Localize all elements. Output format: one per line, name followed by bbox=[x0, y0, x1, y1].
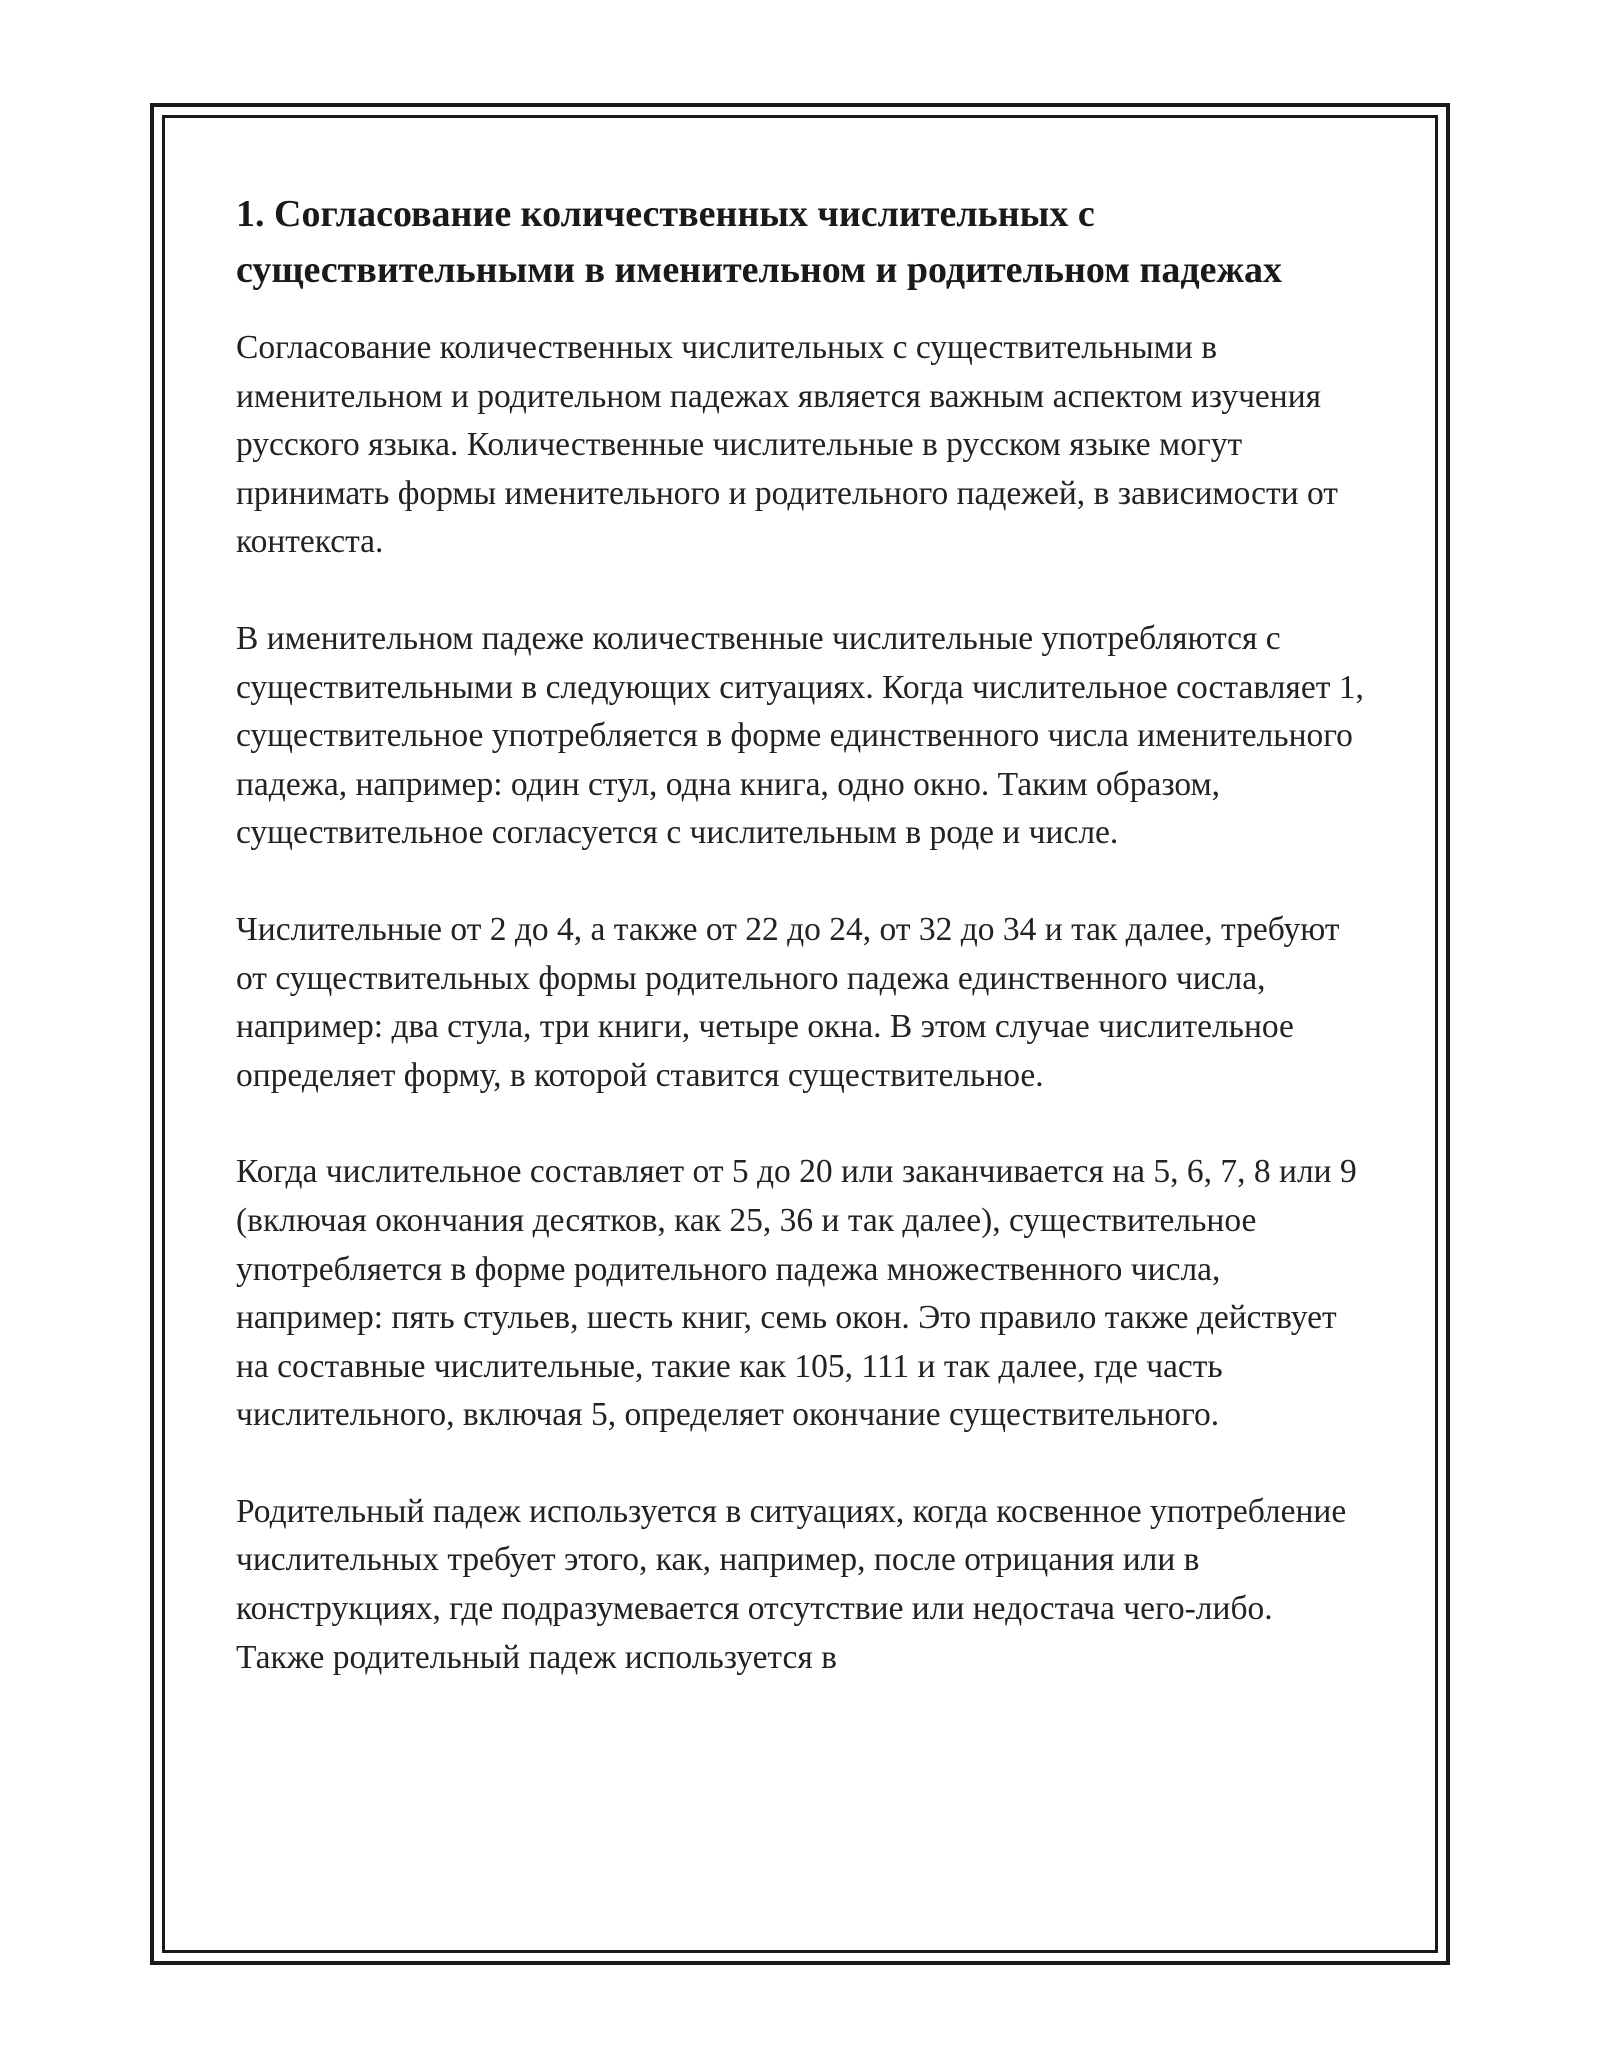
paragraph-intro: Согласование количественных числительных с существительными в именительном и родительном падежах является важным аспектом изучения русского языка. Количественные числительные в русском языке могут принимать формы именительного и родительного падежей, в зависимости от контекста. bbox=[236, 329, 1338, 561]
paragraph-two-to-four: Числительные от 2 до 4, а также от 22 до 24, от 32 до 34 и так далее, требуют от существительных формы родительного падежа единственного числа, например: два стула, три книги, четыре окна. В этом случае числительное определяет форму, в которой ставится существительное. bbox=[236, 910, 1340, 1094]
paragraph-five-to-twenty: Когда числительное составляет от 5 до 20 или заканчивается на 5, 6, 7, 8 или 9 (включая окончания десятков, как 25, 36 и так далее), существительное употребляется в форме родительного падежа множественного числа, например: пять стульев, шесть книг, семь окон. Это правило также действует на составные числительные, такие как 105, 111 и так далее, где часть числительного, включая 5, определяет окончание существительного. bbox=[236, 1153, 1357, 1434]
paragraph-genitive: Родительный падеж используется в ситуациях, когда косвенное употребление числительных требует этого, как, например, после отрицания или в конструкциях, где подразумевается отсутствие или недостача чего-либо. Также родительный падеж используется в bbox=[236, 1492, 1347, 1676]
document-body bbox=[236, 186, 1366, 1730]
section-title: 1. Согласование количественных числительных с существительными в именительном и родительном падежах bbox=[236, 193, 1283, 291]
paragraph-nominative: В именительном падеже количественные числительные употребляются с существительными в следующих ситуациях. Когда числительное составляет 1, существительное употребляется в форме единственного числа именительного падежа, например: один стул, одна книга, одно окно. Таким образом, существительное согласуется с числительным в роде и числе. bbox=[236, 619, 1364, 852]
